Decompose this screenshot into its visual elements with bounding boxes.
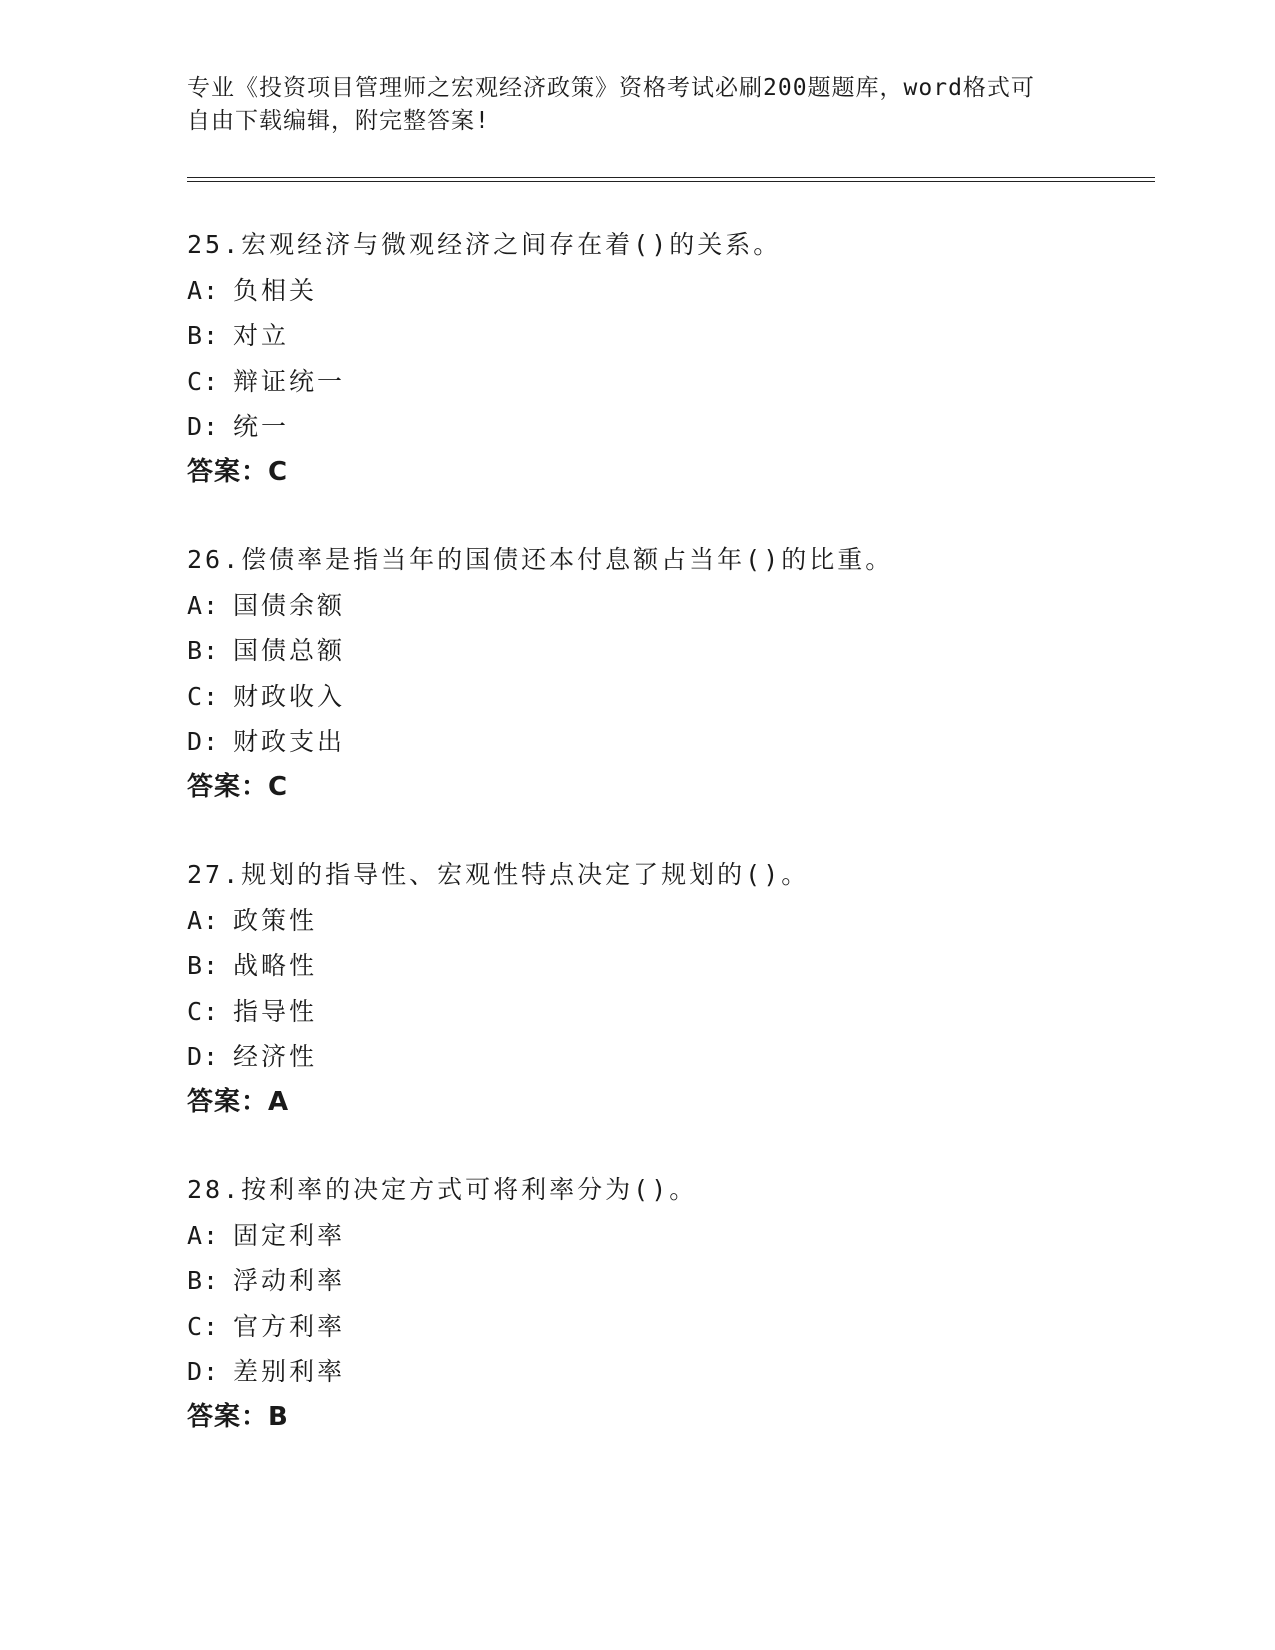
option-a: [187, 268, 1087, 314]
option-key: A:: [187, 590, 220, 620]
option-text: 财政支出: [233, 727, 346, 756]
question-26: [187, 537, 1087, 810]
option-key: C:: [187, 1311, 220, 1341]
option-text: 差别利率: [233, 1357, 346, 1386]
option-a: [187, 898, 1087, 944]
option-a: [187, 583, 1087, 629]
option-key: B:: [187, 1266, 220, 1295]
option-text: 政策性: [233, 905, 318, 935]
answer-value: C: [268, 771, 288, 802]
answer-line: [187, 765, 1087, 811]
option-text: 国债总额: [233, 636, 346, 665]
option-c: [187, 674, 1087, 720]
option-d: [187, 1349, 1087, 1395]
option-text: 辩证统一: [233, 366, 346, 396]
header-line-1: 专业《投资项目管理师之宏观经济政策》资格考试必刷200题题库，word格式可: [187, 75, 1035, 101]
answer-value: C: [268, 456, 288, 487]
option-text: 官方利率: [233, 1311, 346, 1341]
option-key: D:: [187, 1042, 220, 1071]
option-key: C:: [187, 996, 220, 1026]
option-d: [187, 404, 1087, 450]
option-b: [187, 313, 1087, 359]
option-key: A:: [187, 905, 220, 935]
option-d: [187, 719, 1087, 765]
question-stem: 25.宏观经济与微观经济之间存在着()的关系。: [187, 230, 782, 259]
answer-line: [187, 1080, 1087, 1126]
option-key: A:: [187, 1220, 220, 1250]
question-28: [187, 1167, 1087, 1440]
option-text: 对立: [233, 321, 290, 350]
option-text: 国债余额: [233, 590, 346, 620]
option-b: [187, 1258, 1087, 1304]
question-stem: 26.偿债率是指当年的国债还本付息额占当年()的比重。: [187, 545, 894, 574]
header-divider: [187, 177, 1155, 182]
answer-line: [187, 450, 1087, 496]
question-25: [187, 222, 1087, 495]
answer-value: B: [268, 1401, 288, 1432]
option-text: 固定利率: [233, 1220, 346, 1250]
option-key: B:: [187, 951, 220, 980]
option-key: D:: [187, 412, 220, 441]
header-line-2: 自由下载编辑，附完整答案!: [187, 108, 490, 134]
option-c: [187, 1304, 1087, 1350]
answer-label: 答案：: [187, 771, 269, 802]
option-text: 战略性: [233, 951, 318, 980]
question-27: [187, 852, 1087, 1125]
option-text: 指导性: [233, 996, 318, 1026]
answer-value: A: [268, 1086, 289, 1117]
option-a: [187, 1213, 1087, 1259]
question-stem: 28.按利率的决定方式可将利率分为()。: [187, 1175, 698, 1204]
option-key: C:: [187, 681, 220, 711]
option-b: [187, 943, 1087, 989]
option-key: B:: [187, 636, 220, 665]
option-key: D:: [187, 1357, 220, 1386]
option-key: B:: [187, 321, 220, 350]
option-key: D:: [187, 727, 220, 756]
answer-line: [187, 1395, 1087, 1441]
option-text: 经济性: [233, 1042, 318, 1071]
answer-label: 答案：: [187, 456, 269, 487]
option-text: 浮动利率: [233, 1266, 346, 1295]
option-d: [187, 1034, 1087, 1080]
answer-label: 答案：: [187, 1401, 269, 1432]
option-c: [187, 359, 1087, 405]
option-c: [187, 989, 1087, 1035]
answer-label: 答案：: [187, 1086, 269, 1117]
option-text: 统一: [233, 412, 290, 441]
option-b: [187, 628, 1087, 674]
option-key: A:: [187, 275, 220, 305]
option-text: 财政收入: [233, 681, 346, 711]
document-header: [187, 72, 1087, 138]
question-stem: 27.规划的指导性、宏观性特点决定了规划的()。: [187, 860, 810, 889]
option-text: 负相关: [233, 275, 318, 305]
option-key: C:: [187, 366, 220, 396]
